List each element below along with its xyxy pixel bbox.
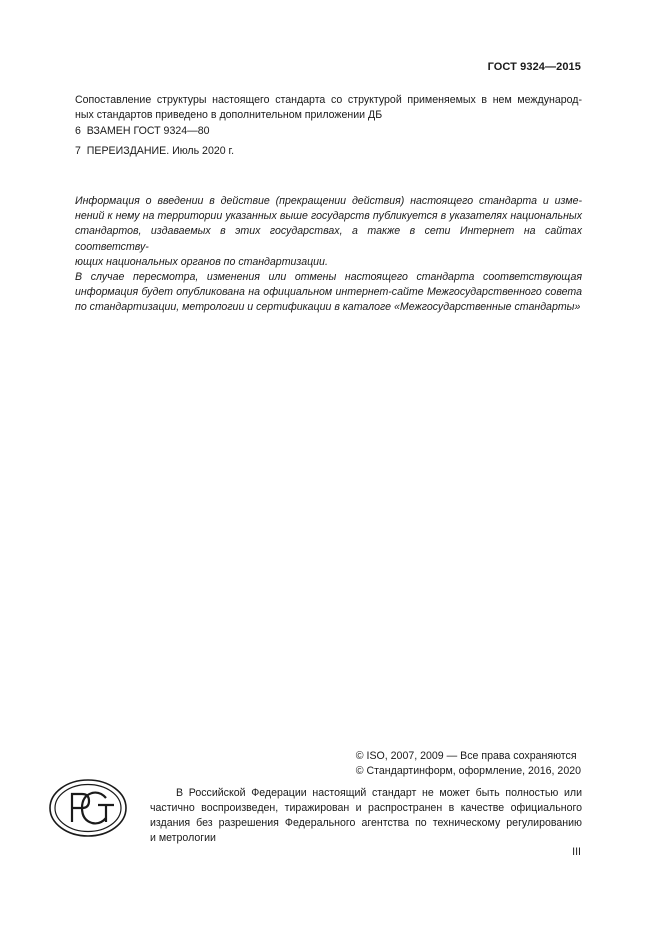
- notice-line-4: и метрологии: [150, 832, 216, 844]
- item-6-text: ВЗАМЕН ГОСТ 9324—80: [86, 125, 210, 137]
- info-p1-line-2: нений к нему на территории указанных выше государств публикуется в указателях национальных: [75, 210, 582, 223]
- info-paragraph-2: [75, 270, 582, 316]
- reproduction-notice: [150, 786, 582, 846]
- intro-line-1: Сопоставление структуры настоящего стандарта со структурой применяемых в нем международ-: [75, 94, 582, 106]
- info-p1-line-1: Информация о введении в действие (прекращении действия) настоящего стандарта и изме-: [75, 195, 582, 207]
- info-p2-line-3: по стандартизации, метрологии и сертификации в каталоге «Межгосударственные стандарты»: [75, 301, 581, 314]
- item-6: [75, 124, 210, 139]
- item-7-number: 7: [75, 145, 81, 157]
- intro-paragraph: [75, 93, 582, 123]
- item-7: [75, 144, 234, 159]
- intro-line-2: ных стандартов приведено в дополнительном приложении ДБ: [75, 109, 383, 121]
- notice-line-3: издания без разрешения Федерального агентства по техническому регулированию: [150, 817, 582, 829]
- item-7-text: ПЕРЕИЗДАНИЕ. Июль 2020 г.: [86, 145, 235, 157]
- info-p2-line-2: информация будет опубликована на официальном интернет-сайте Межгосударственного совета: [75, 286, 582, 299]
- info-p1-line-4: ющих национальных органов по стандартизации.: [75, 255, 328, 268]
- standard-code: ГОСТ 9324—2015: [487, 61, 581, 73]
- copyright-standartinform: © Стандартинформ, оформление, 2016, 2020: [355, 765, 581, 777]
- info-p1-line-3: стандартов, издаваемых в этих государствах, а также в сети Интернет на сайтах соответству-: [75, 225, 582, 253]
- info-p2-line-1: В случае пересмотра, изменения или отмены настоящего стандарта соответствующая: [75, 271, 582, 284]
- notice-line-1: В Российской Федерации настоящий стандарт не может быть полностью или: [176, 787, 582, 799]
- info-paragraph-1: [75, 194, 582, 270]
- notice-line-2: частично воспроизведен, тиражирован и распространен в качестве официального: [150, 802, 582, 814]
- page-number: III: [572, 846, 581, 858]
- copyright-iso: © ISO, 2007, 2009 — Все права сохраняются: [355, 750, 577, 762]
- gost-r-certification-mark-icon: [48, 778, 128, 838]
- info-block: [75, 194, 582, 316]
- item-6-number: 6: [75, 125, 81, 137]
- copyright-block: [356, 749, 581, 779]
